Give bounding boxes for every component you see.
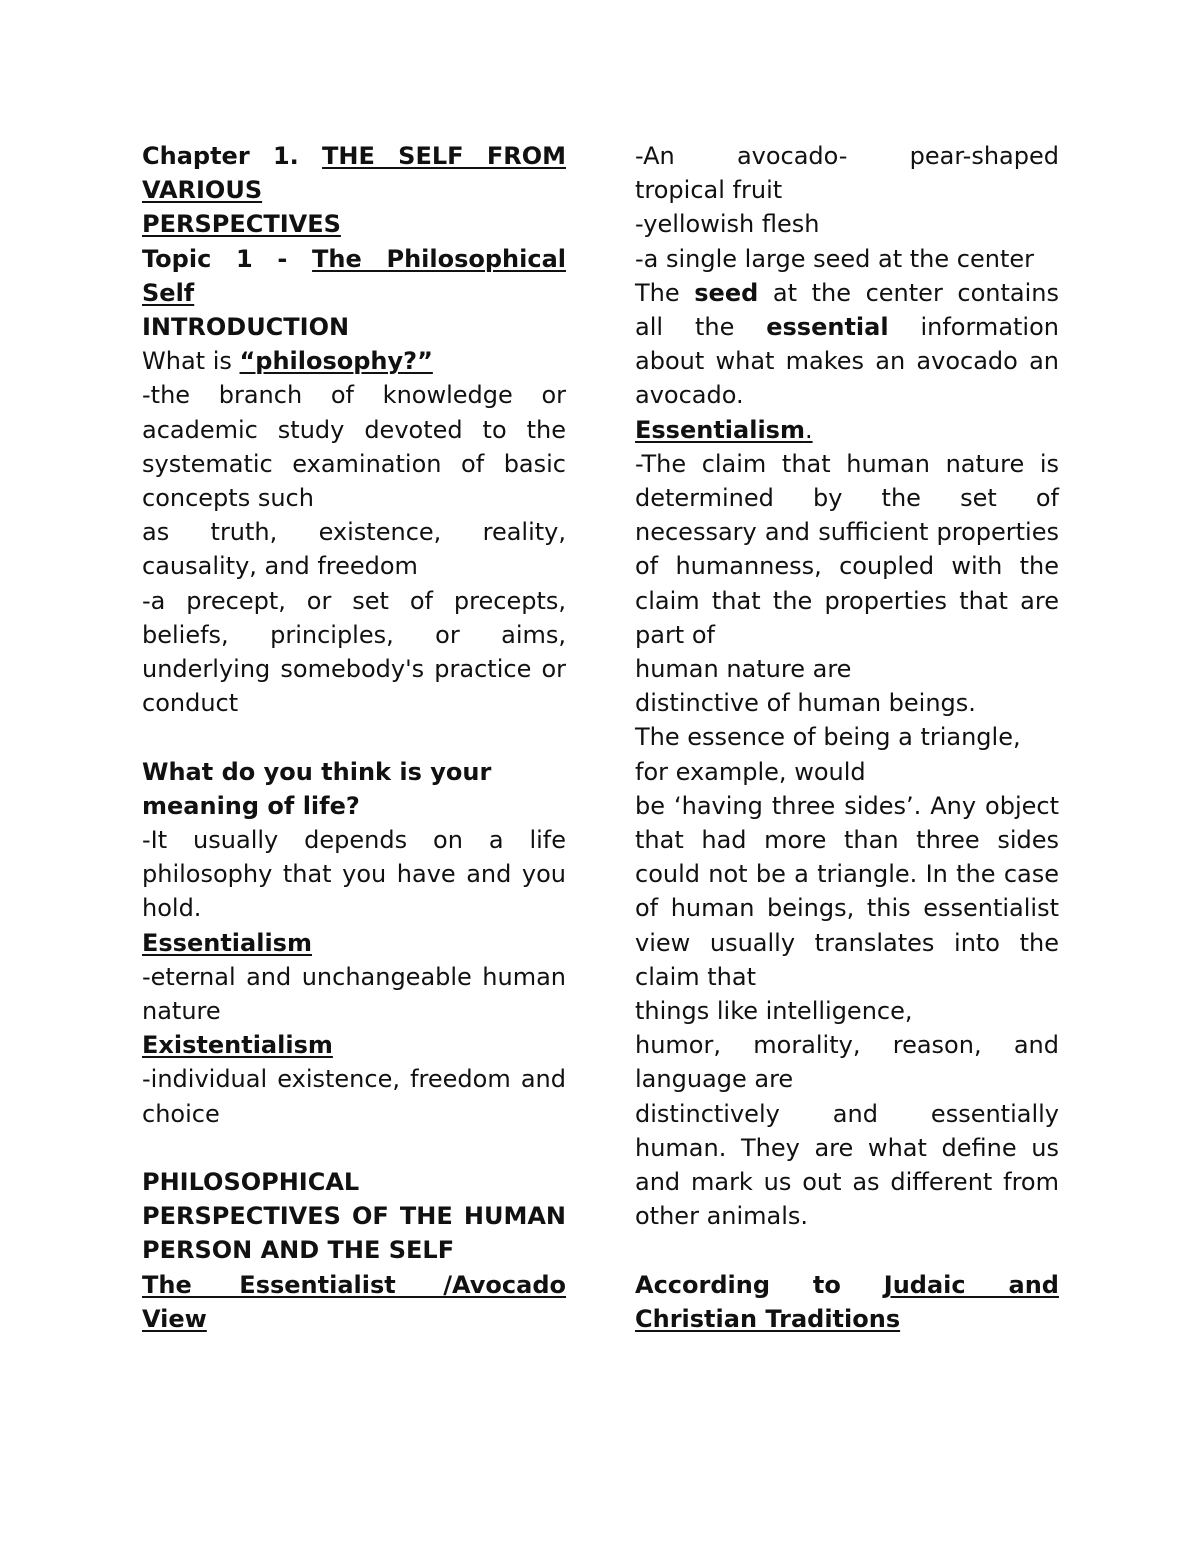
essentialism-definition: -eternal and unchangeable human nature [142,962,566,1026]
seed-text-3: at the center contains all the [635,278,1060,342]
chapter-prefix: Chapter 1. [142,142,323,170]
perspectives-heading: PHILOSOPHICAL [142,1168,360,1197]
triangle-line-2: for example, would [635,757,866,786]
philosophy-definition-1: -the branch of knowledge or academic study devoted to the systematic examination of basic concepts such [142,381,566,513]
left-column [142,139,566,1336]
essential-word: essential [766,313,889,342]
meaning-question-line-2: meaning of life? [142,791,360,820]
topic-prefix: Topic 1 - [142,244,313,273]
essentialism-claim-line-3: distinctive of human beings. [635,689,976,718]
existentialism-heading: Existentialism [142,1031,333,1060]
essentialism-heading-right [635,413,1059,447]
avocado-view-heading-line-2: View [142,1304,207,1333]
question-prefix: What is [142,347,240,376]
topic-heading [142,242,566,276]
humor-line: humor, morality, reason, and [635,1031,1059,1060]
traditions-prefix: According to [635,1270,884,1299]
seed-text-5: information about what makes an avocado an avocado. [635,313,1059,410]
philosophy-definition-1-cont: as truth, existence, reality, causality, and freedom [142,518,566,581]
chapter-title-line-2: VARIOUS [142,176,263,205]
perspectives-heading-cont: PERSPECTIVES OF THE HUMAN PERSON AND THE SELF [142,1202,566,1265]
flesh-line: -yellowish flesh [635,210,820,239]
topic-title: The Philosophical [312,244,567,273]
distinct-paragraph: distinctively and essentially human. They are what define us and mark us out as different from other animals. [635,1099,1059,1231]
philosophy-question [142,344,566,378]
meaning-question: What do you think is your [142,757,492,786]
essentialism-claim-line-2: human nature are [635,655,852,684]
avocado-definition: -An avocado- pear-shaped [635,142,1059,170]
traditions-heading [635,1268,1059,1302]
philosophy-definition-2: -a precept, or set of precepts, beliefs, principles, or aims, underlying somebody's practice or conduct [142,586,566,718]
paragraph-gap [142,720,566,754]
introduction-heading: INTRODUCTION [142,313,350,342]
avocado-view-heading: The Essentialist /Avocado [142,1270,566,1299]
topic-title-line-2: Self [142,278,195,307]
chapter-title-line-3: PERSPECTIVES [142,210,341,239]
triangle-line-1: The essence of being a triangle, [635,723,1021,752]
seed-word: seed [694,278,759,307]
essentialism-claim: -The claim that human nature is determined by the set of necessary and sufficient properties of humanness, coupled with the claim that the properties that are part of [635,449,1059,649]
meaning-answer: -It usually depends on a life philosophy that you have and you hold. [142,826,566,923]
seed-line: -a single large seed at the center [635,244,1034,273]
essentialism-heading-dot: . [804,415,813,444]
chapter-title: THE SELF FROM [322,142,566,170]
seed-text-1: The [635,278,695,307]
existentialism-definition: -individual existence, freedom and choice [142,1065,566,1128]
chapter-heading [142,139,566,173]
traditions-title-line-2: Christian Traditions [635,1304,901,1333]
triangle-line-end: things like intelligence, [635,997,913,1026]
essentialism-heading: Essentialism [142,928,312,957]
paragraph-gap [635,1234,1059,1268]
triangle-paragraph: be ‘having three sides’. Any object that had more than three sides could not be a triangle. In the case of human beings, this essentialist view usually translates into the claim that [635,791,1059,991]
paragraph-gap [142,1131,566,1165]
traditions-title: Judaic and [883,1270,1059,1299]
seed-paragraph [635,276,1059,413]
humor-line-2: language are [635,1065,794,1094]
philosophy-term: “philosophy?” [239,347,433,376]
right-column [635,139,1059,1336]
avocado-definition-line-2: tropical fruit [635,176,783,205]
essentialism-heading-text: Essentialism [635,415,805,444]
